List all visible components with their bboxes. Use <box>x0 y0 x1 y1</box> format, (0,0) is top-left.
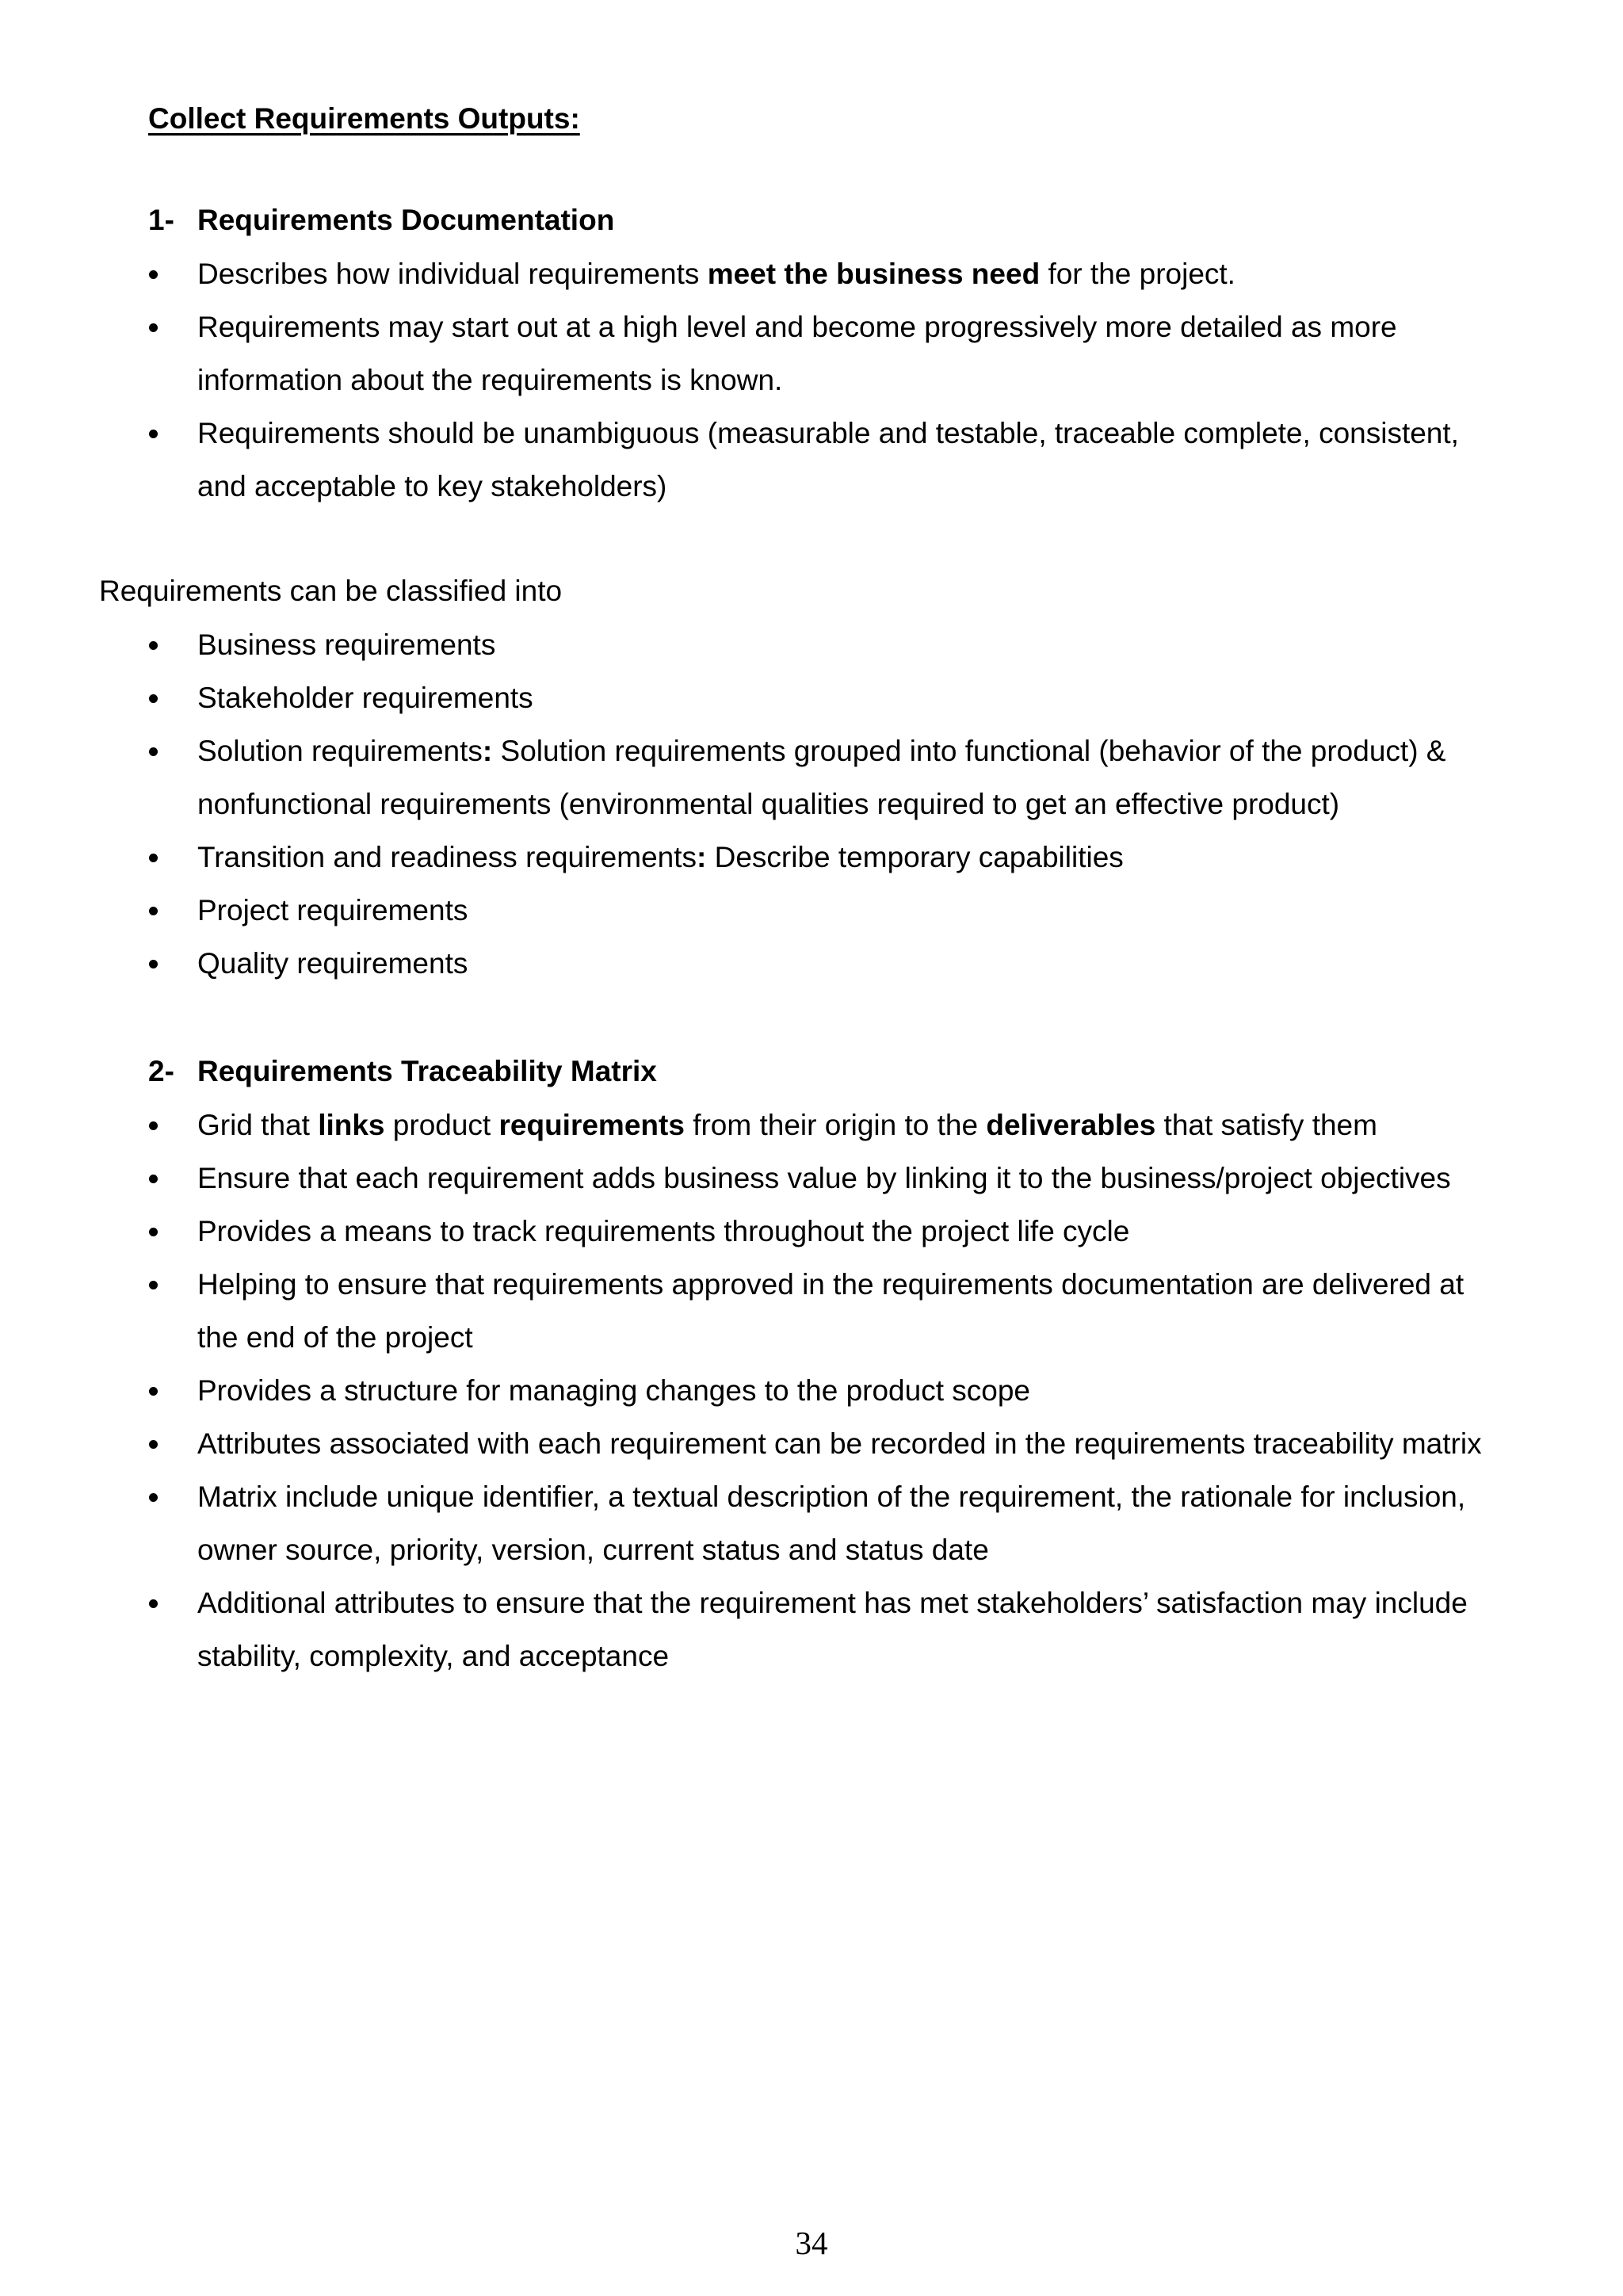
list-item-line: Quality requirements <box>197 947 468 980</box>
list-item <box>0 1417 1623 1470</box>
list-item-line: stability, complexity, and acceptance <box>197 1640 670 1672</box>
list-item-line: Additional attributes to ensure that the requirement has met stakeholders’ satisfaction may include <box>197 1587 1468 1619</box>
text-run: Transition and readiness requirements <box>197 841 697 873</box>
text-run: product <box>384 1109 499 1141</box>
bullet-icon <box>149 1121 158 1130</box>
list-item-line: Provides a structure for managing changes to the product scope <box>197 1374 1030 1407</box>
list-item <box>0 671 1623 724</box>
list-item-line: Provides a means to track requirements throughout the project life cycle <box>197 1215 1130 1247</box>
bold-text-run: meet the business need <box>707 258 1041 290</box>
list-item <box>0 1576 1623 1683</box>
bold-text-run: requirements <box>498 1109 685 1141</box>
list-item-line <box>197 724 1575 777</box>
section-number: 1- <box>148 204 174 236</box>
list-item-line: owner source, priority, version, current status and status date <box>197 1534 989 1566</box>
bullet-icon <box>149 960 158 968</box>
text-run: from their origin to the <box>684 1109 987 1141</box>
bold-text-run: : <box>482 735 493 767</box>
list-item-line <box>197 247 1575 300</box>
list-item <box>0 1205 1623 1258</box>
text-run: Describes how individual requirements <box>197 258 708 290</box>
text-run: Solution requirements grouped into functional (behavior of the product) & <box>492 735 1446 767</box>
list-item-line: and acceptable to key stakeholders) <box>197 470 667 502</box>
list-item <box>0 407 1623 513</box>
bullet-icon <box>149 747 158 756</box>
list-item <box>0 300 1623 407</box>
list-item <box>0 618 1623 671</box>
bullet-icon <box>149 430 158 438</box>
bold-text-run: links <box>318 1109 385 1141</box>
bullet-icon <box>149 1440 158 1449</box>
bullet-list-traceability-matrix <box>0 1098 1623 1683</box>
list-item-line: the end of the project <box>197 1321 473 1354</box>
bullet-icon <box>149 1228 158 1236</box>
page-title: Collect Requirements Outputs: <box>148 102 580 135</box>
bullet-list-requirements-documentation <box>0 247 1623 513</box>
list-item-line: nonfunctional requirements (environmental qualities required to get an effective product) <box>197 788 1340 820</box>
list-item <box>0 884 1623 937</box>
list-item-line: Requirements should be unambiguous (measurable and testable, traceable complete, consistent, <box>197 417 1459 449</box>
section-heading-requirements-traceability-matrix <box>148 1045 657 1098</box>
text-run: Describe temporary capabilities <box>706 841 1124 873</box>
list-item <box>0 1470 1623 1576</box>
bullet-icon <box>149 907 158 915</box>
list-item <box>0 831 1623 884</box>
list-item-line: Matrix include unique identifier, a textual description of the requirement, the rationale for inclusion, <box>197 1480 1466 1513</box>
bullet-icon <box>149 1281 158 1289</box>
bullet-icon <box>149 1175 158 1183</box>
bullet-icon <box>149 270 158 279</box>
list-item <box>0 724 1623 831</box>
bold-text-run: deliverables <box>986 1109 1156 1141</box>
page-number: 34 <box>795 2225 828 2261</box>
list-item-line <box>197 831 1575 884</box>
bullet-icon <box>149 1599 158 1608</box>
list-item <box>0 1152 1623 1205</box>
list-item <box>0 937 1623 990</box>
list-item-line: information about the requirements is known. <box>197 364 783 396</box>
list-item <box>0 1364 1623 1417</box>
list-item-line: Attributes associated with each requirement can be recorded in the requirements traceability matrix <box>197 1427 1482 1460</box>
list-item-line <box>197 1098 1575 1152</box>
text-run: for the project. <box>1040 258 1235 290</box>
text-run: Grid that <box>197 1109 319 1141</box>
bullet-icon <box>149 854 158 862</box>
list-item-line: Stakeholder requirements <box>197 682 533 714</box>
list-item <box>0 1098 1623 1152</box>
list-item <box>0 1258 1623 1364</box>
bullet-list-classification <box>0 618 1623 990</box>
section-title: Requirements Documentation <box>197 204 615 236</box>
bullet-icon <box>149 641 158 650</box>
bullet-icon <box>149 1387 158 1396</box>
list-item <box>0 247 1623 300</box>
list-item-line: Requirements may start out at a high level and become progressively more detailed as more <box>197 311 1397 343</box>
classification-intro: Requirements can be classified into <box>99 575 563 607</box>
list-item-line: Business requirements <box>197 628 496 661</box>
list-item-line: Ensure that each requirement adds business value by linking it to the business/project objectives <box>197 1162 1451 1194</box>
section-title: Requirements Traceability Matrix <box>197 1055 657 1087</box>
bullet-icon <box>149 1493 158 1502</box>
bullet-icon <box>149 694 158 703</box>
bold-text-run: : <box>697 841 707 873</box>
section-number: 2- <box>148 1055 174 1087</box>
bullet-icon <box>149 323 158 332</box>
text-run: that satisfy them <box>1155 1109 1377 1141</box>
section-heading-requirements-documentation <box>148 193 614 247</box>
list-item-line: Helping to ensure that requirements approved in the requirements documentation are delivered at <box>197 1268 1465 1301</box>
text-run: Solution requirements <box>197 735 483 767</box>
list-item-line: Project requirements <box>197 894 468 926</box>
